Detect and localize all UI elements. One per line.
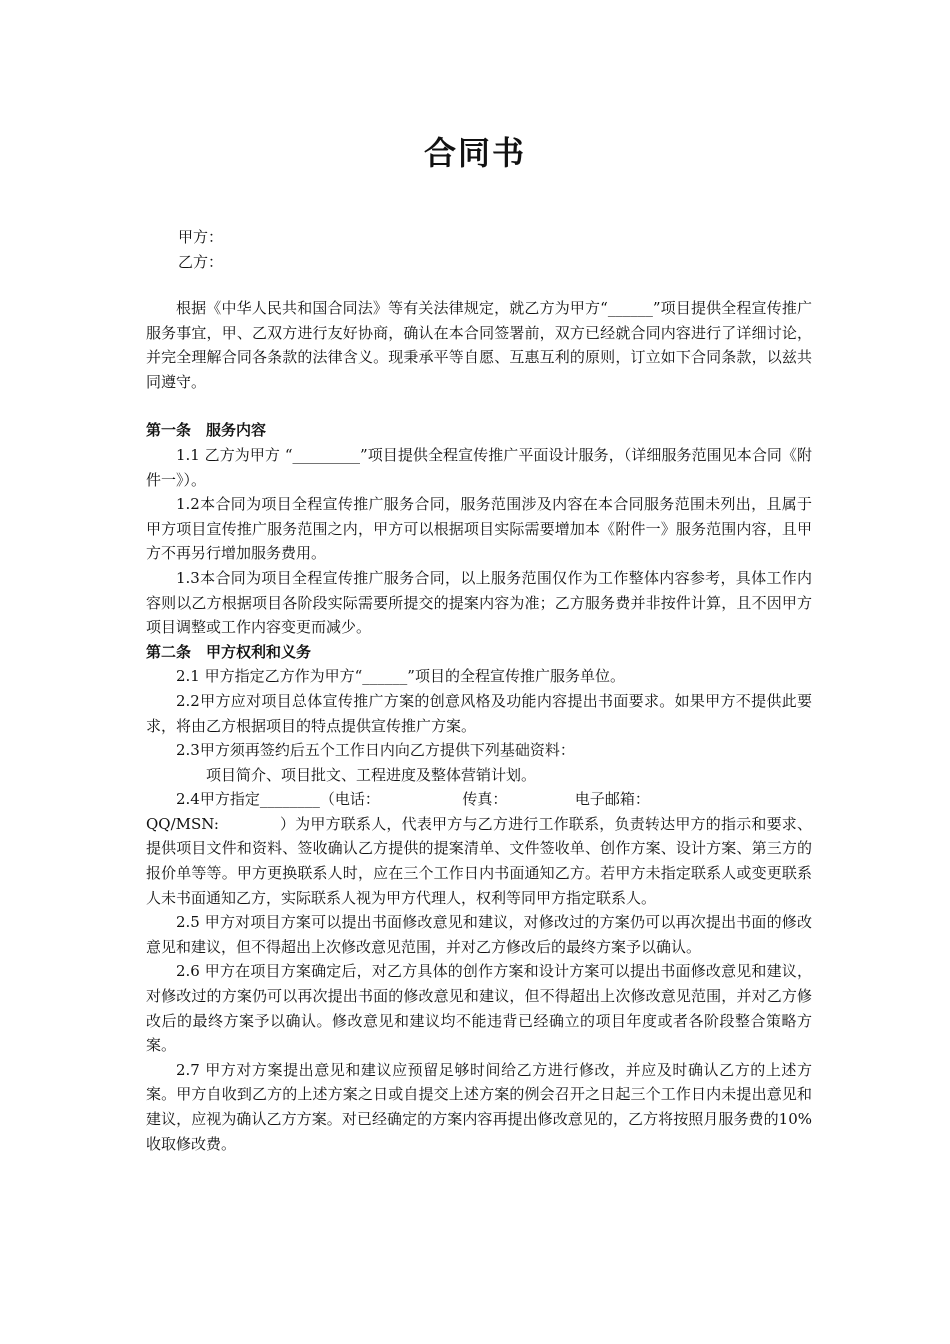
contract-body (146, 296, 812, 1156)
clause-2-3: 2.3甲方须再签约后五个工作日内向乙方提供下列基础资料： (176, 741, 575, 760)
clause-2-1: 2.1 甲方指定乙方作为甲方“______”项目的全程宣传推广服务单位。 (176, 667, 625, 686)
clause-2-6: 2.6 甲方在项目方案确定后，对乙方具体的创作方案和设计方案可以提出书面修改意见和建议，对修改过的方案仍可以再次提出书面的修改意见和建议，但不得超出上次修改意见范围，并对乙方修改后的最终方案予以确认。修改意见和建议均不能违背已经确立的项目年度或者各阶段整合策略方案。 (146, 962, 812, 1055)
clause-1-1: 1.1 乙方为甲方 “_________”项目提供全程宣传推广平面设计服务，（详细服务范围见本合同《附件一》）。 (146, 445, 812, 489)
clause-1-3: 1.3本合同为项目全程宣传推广服务合同，以上服务范围仅作为工作整体内容参考，具体工作内容则以乙方根据项目各阶段实际需要所提交的提案内容为准；乙方服务费并非按件计算，且不因甲方项目调整或工作内容变更而减少。 (146, 568, 812, 637)
party-a-label: 甲方： (178, 228, 224, 246)
document-title: 合同书 (423, 134, 526, 172)
party-b-label: 乙方： (178, 253, 224, 271)
clause-2-4-line1: 2.4甲方指定________（电话： 传真： 电子邮箱： (176, 790, 650, 809)
clause-1-2: 1.2本合同为项目全程宣传推广服务合同，服务范围涉及内容在本合同服务范围未列出，且属于甲方项目宣传推广服务范围之内，甲方可以根据项目实际需要增加本《附件一》服务范围内容，且甲方不再另行增加服务费用。 (146, 495, 812, 563)
clause-2-3-items: 项目简介、项目批文、工程进度及整体营销计划。 (206, 765, 537, 784)
clause-2-4-rest: QQ/MSN: ）为甲方联系人，代表甲方与乙方进行工作联系，负责转达甲方的指示和要求、提供项目文件和资料、签收确认乙方提供的提案清单、文件签收单、创作方案、设计方案、第三方的报价单等等。甲方更换联系人时，应在三个工作日内书面通知乙方。若甲方未指定联系人或变更联系人未书面通知乙方，实际联系人视为甲方代理人，权利等同甲方指定联系人。 (146, 814, 812, 907)
clause-2-2: 2.2甲方应对项目总体宣传推广方案的创意风格及功能内容提出书面要求。如果甲方不提供此要求，将由乙方根据项目的特点提供宣传推广方案。 (146, 691, 812, 735)
clause-2-7: 2.7 甲方对方案提出意见和建议应预留足够时间给乙方进行修改，并应及时确认乙方的上述方案。甲方自收到乙方的上述方案之日或自提交上述方案的例会召开之日起三个工作日内未提出意见和建议，应视为确认乙方方案。对已经确定的方案内容再提出修改意见的，乙方将按照月服务费的10%收取修改费。 (146, 1060, 812, 1153)
preamble-paragraph: 根据《中华人民共和国合同法》等有关法律规定，就乙方为甲方“______”项目提供全程宣传推广服务事宜，甲、乙双方进行友好协商，确认在本合同签署前，双方已经就合同内容进行了详细讨论，并完全理解合同各条款的法律含义。现秉承平等自愿、互惠互利的原则，订立如下合同条款，以兹共同遵守。 (146, 299, 812, 391)
clause-2-5: 2.5 甲方对项目方案可以提出书面修改意见和建议，对修改过的方案仍可以再次提出书面的修改意见和建议，但不得超出上次修改意见范围，并对乙方修改后的最终方案予以确认。 (146, 913, 812, 956)
article-1-heading: 第一条 服务内容 (146, 421, 267, 440)
article-2-heading: 第二条 甲方权利和义务 (146, 642, 312, 661)
